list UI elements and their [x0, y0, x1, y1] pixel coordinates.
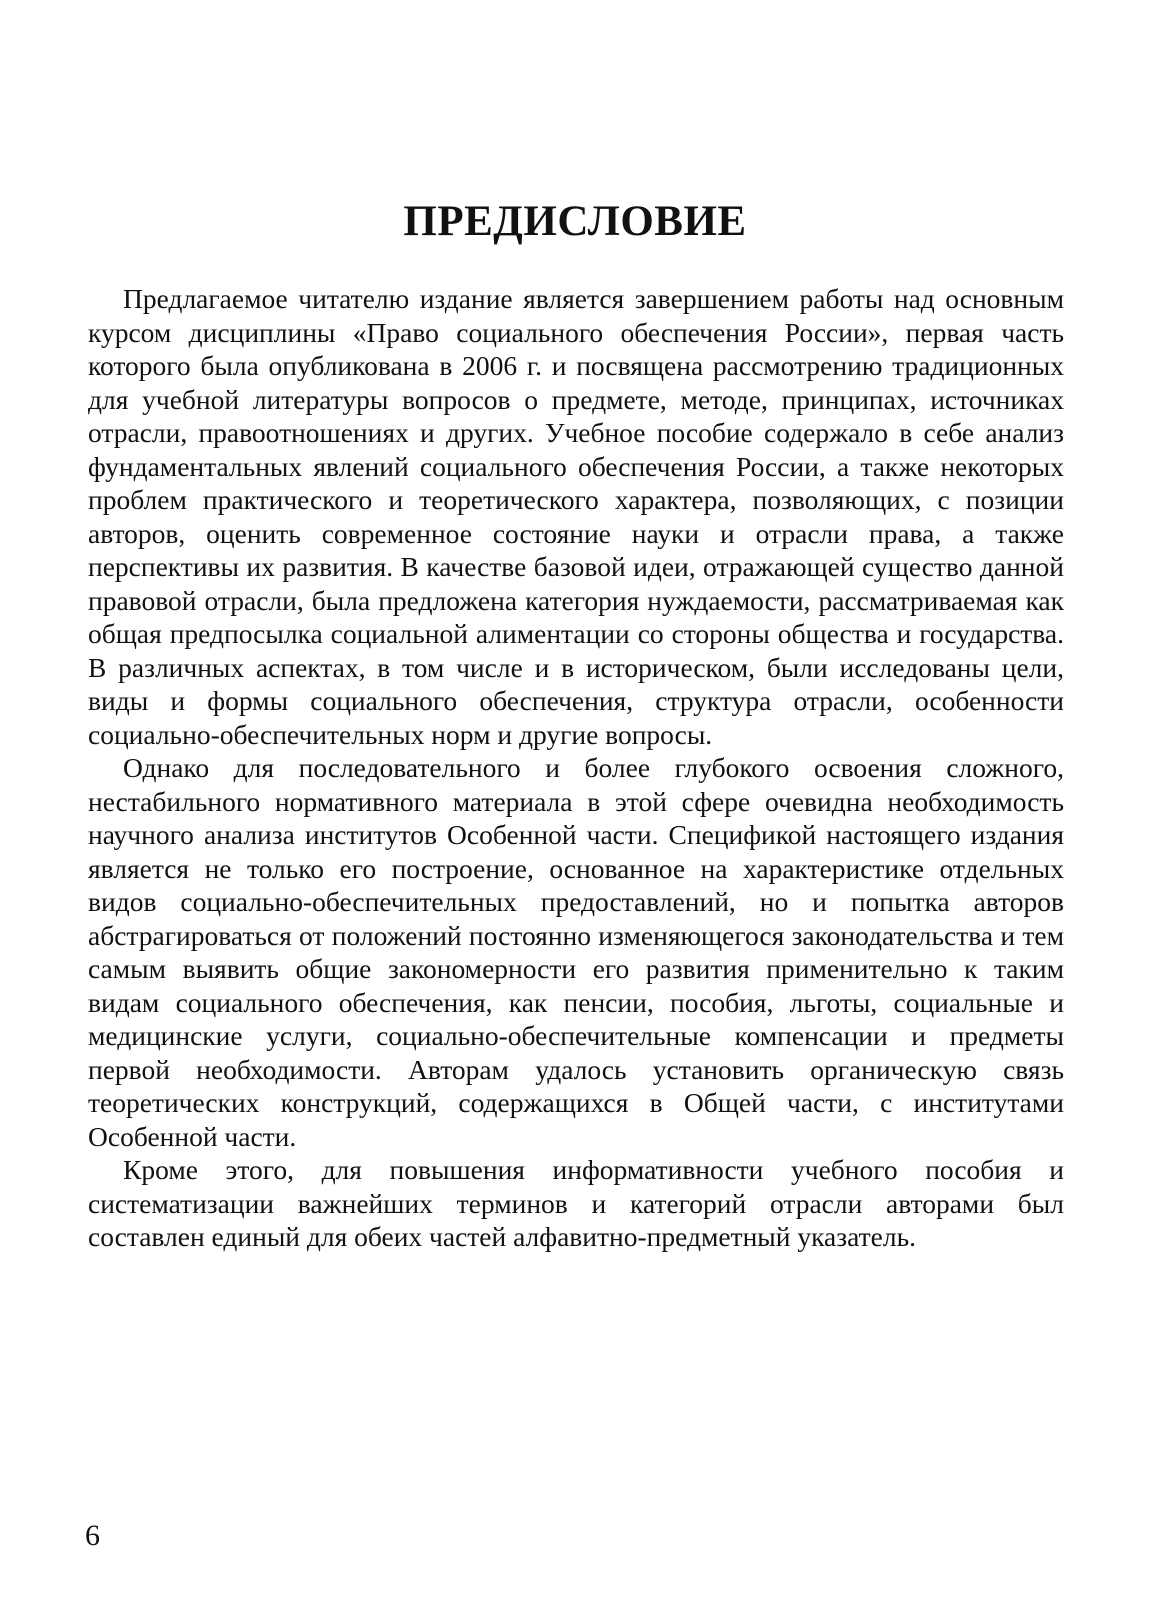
page-number: 6 — [85, 1519, 100, 1552]
paragraph-3: Кроме этого, для повышения информативности учебного пособия и систематизации важнейших терминов и категорий отрасли авторами был составлен единый для обеих частей алфавитно-предметный указатель. — [88, 1154, 1064, 1252]
page-title: ПРЕДИСЛОВИЕ — [403, 198, 747, 245]
body-text — [88, 282, 1064, 1254]
paragraph-2: Однако для последовательного и более глубокого освоения сложного, нестабильного нормативного материала в этой сфере очевидна необходимость научного анализа институтов Особенной части. Спецификой настоящего издания является не только его построение, основанное на характеристике отдельных видов социально-обеспечительных предоставлений, но и попытка авторов абстрагироваться от положений постоянно изменяющегося законодательства и тем самым выявить общие закономерности его развития применительно к таким видам социального обеспечения, как пенсии, пособия, льготы, социальные и медицинские услуги, социально-обеспечительные компенсации и предметы первой необходимости. Авторам удалось установить органическую связь теоретических конструкций, содержащихся в Общей части, с институтами Особенной части. — [88, 752, 1064, 1152]
paragraph-1: Предлагаемое читателю издание является завершением работы над основным курсом дисциплины «Право социального обеспечения России», первая часть которого была опубликована в 2006 г. и посвящена рассмотрению традиционных для учебной литературы вопросов о предмете, методе, принципах, источниках отрасли, правоотношениях и других. Учебное пособие содержало в себе анализ фундаментальных явлений социального обеспечения России, а также некоторых проблем практического и теоретического характера, позволяющих, с позиции авторов, оценить современное состояние науки и отрасли права, а также перспективы их развития. В качестве базовой идеи, отражающей существо данной правовой отрасли, была предложена категория нуждаемости, рассматриваемая как общая предпосылка социальной алиментации со стороны общества и государства. В различных аспектах, в том числе и в историческом, были исследованы цели, виды и формы социального обеспечения, структура отрасли, особенности социально-обеспечительных норм и другие вопросы. — [88, 283, 1064, 750]
